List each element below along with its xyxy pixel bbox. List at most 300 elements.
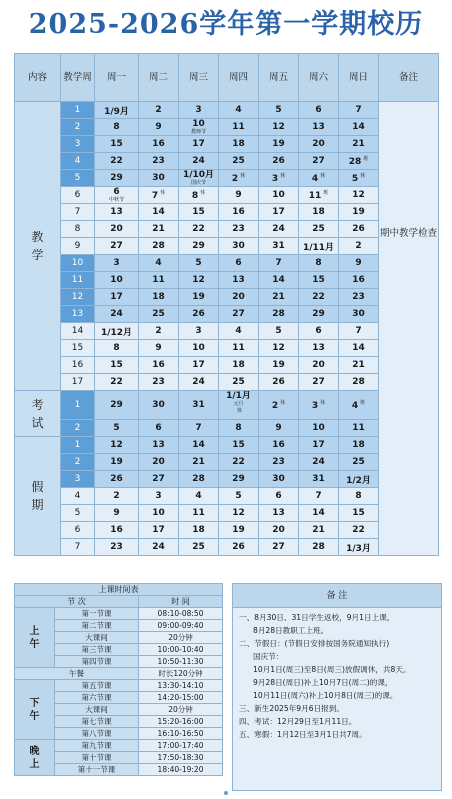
- calendar-week-row: [15, 323, 439, 340]
- day-cell: [219, 102, 259, 119]
- schedule-col-time: 时 间: [139, 596, 223, 608]
- week-number: 1: [61, 391, 95, 420]
- day-date: 2: [155, 105, 162, 115]
- day-cell: [339, 437, 379, 454]
- day-cell: [179, 306, 219, 323]
- day-cell: [219, 340, 259, 357]
- calendar-week-row: [15, 102, 439, 119]
- day-date: 14: [312, 508, 325, 518]
- week-number: 8: [61, 221, 95, 238]
- day-date: 22: [110, 377, 123, 387]
- day-date: 19: [272, 139, 285, 149]
- day-cell: [339, 102, 379, 119]
- header-week: 教学周: [61, 54, 95, 102]
- day-cell: [179, 170, 219, 187]
- week-number: 5: [61, 170, 95, 187]
- day-cell: [339, 522, 379, 539]
- day-date: 13: [312, 343, 325, 353]
- calendar-table: [14, 53, 439, 556]
- day-date: 9: [155, 122, 162, 132]
- day-date: 9: [113, 508, 120, 518]
- day-cell: [339, 505, 379, 522]
- notes-title: 备 注: [233, 584, 441, 608]
- day-date: 23: [110, 542, 123, 552]
- day-date: 10: [152, 508, 165, 518]
- day-date: 6: [275, 491, 282, 501]
- calendar-week-row: [15, 153, 439, 170]
- schedule-title: 上课时间表: [15, 584, 223, 596]
- header-day: 周二: [139, 54, 179, 102]
- day-date: 21: [272, 292, 285, 302]
- schedule-row: [15, 668, 223, 680]
- calendar-week-row: [15, 119, 439, 136]
- day-date: 13: [272, 508, 285, 518]
- day-cell: [179, 454, 219, 471]
- calendar-week-row: [15, 471, 439, 488]
- day-cell: [139, 391, 179, 420]
- holiday-label: 元旦: [233, 401, 244, 407]
- day-cell: [95, 255, 139, 272]
- day-cell: [299, 505, 339, 522]
- calendar-week-row: [15, 238, 439, 255]
- day-cell: [219, 471, 259, 488]
- day-date: 8: [315, 258, 322, 268]
- day-cell: [299, 323, 339, 340]
- week-number: 4: [61, 488, 95, 505]
- day-date: 23: [152, 156, 165, 166]
- day-cell: [95, 539, 139, 556]
- day-cell: [299, 153, 339, 170]
- day-date: 4: [351, 401, 359, 411]
- day-date: 24: [152, 542, 165, 552]
- day-cell: [219, 136, 259, 153]
- day-cell: [179, 272, 219, 289]
- schedule-time: 17:50-18:30: [139, 752, 223, 764]
- day-date: 3: [113, 258, 120, 268]
- calendar-week-row: [15, 289, 439, 306]
- day-date: 18: [152, 292, 165, 302]
- day-date: 2: [355, 241, 362, 251]
- day-date: 30: [232, 241, 245, 251]
- schedule-time: 14:20-15:00: [139, 692, 223, 704]
- day-date: 25: [232, 156, 245, 166]
- day-cell: [139, 437, 179, 454]
- day-date: 3: [195, 326, 202, 336]
- day-cell: [259, 153, 299, 170]
- schedule-item: 大课间: [55, 704, 139, 716]
- notes-panel: [232, 583, 442, 791]
- day-date: 15: [312, 275, 325, 285]
- day-cell: [219, 374, 259, 391]
- day-date: 16: [152, 139, 165, 149]
- calendar-week-row: [15, 187, 439, 204]
- note-line: 二、节假日：(节假日安排按国务院通知执行): [239, 639, 390, 648]
- day-date: 1/1月: [226, 391, 251, 401]
- calendar-week-row: [15, 539, 439, 556]
- day-cell: [219, 153, 259, 170]
- day-cell: [339, 454, 379, 471]
- day-status-mark: 休: [280, 400, 286, 406]
- week-number: 2: [61, 420, 95, 437]
- week-number: 6: [61, 522, 95, 539]
- day-cell: [299, 539, 339, 556]
- day-date: 20: [152, 457, 165, 467]
- calendar-week-row: [15, 306, 439, 323]
- day-date: 22: [192, 224, 205, 234]
- day-cell: [259, 238, 299, 255]
- day-cell: [219, 306, 259, 323]
- day-cell: [219, 221, 259, 238]
- day-date: 18: [232, 360, 245, 370]
- day-date: 4: [311, 174, 319, 184]
- day-date: 1/12月: [100, 327, 133, 338]
- day-date: 16: [152, 360, 165, 370]
- day-cell: [339, 471, 379, 488]
- day-date: 28: [152, 241, 165, 251]
- day-cell: [95, 306, 139, 323]
- week-number: 4: [61, 153, 95, 170]
- day-cell: [179, 187, 219, 204]
- day-cell: [95, 204, 139, 221]
- day-cell: [299, 306, 339, 323]
- day-cell: [259, 471, 299, 488]
- day-date: 9: [275, 423, 282, 433]
- day-cell: [339, 119, 379, 136]
- calendar-week-row: [15, 420, 439, 437]
- day-cell: [139, 289, 179, 306]
- day-cell: [139, 488, 179, 505]
- day-date: 27: [110, 241, 123, 251]
- day-date: 20: [110, 224, 123, 234]
- day-date: 11: [152, 275, 165, 285]
- schedule-item: 第六节课: [55, 692, 139, 704]
- day-date: 23: [152, 377, 165, 387]
- day-date: 30: [352, 309, 365, 319]
- schedule-item: 大课间: [55, 632, 139, 644]
- week-number: 7: [61, 539, 95, 556]
- day-date: 26: [272, 377, 285, 387]
- day-date: 13: [152, 440, 165, 450]
- week-number: 3: [61, 471, 95, 488]
- day-cell: [95, 374, 139, 391]
- schedule-time: 20分钟: [139, 704, 223, 716]
- day-cell: [139, 102, 179, 119]
- note-line: 10月1日(周三)至8日(周三)放假调休，共8天。: [253, 665, 411, 674]
- day-date: 19: [272, 360, 285, 370]
- day-cell: [219, 323, 259, 340]
- day-cell: [339, 255, 379, 272]
- day-cell: [219, 488, 259, 505]
- week-number: 1: [61, 102, 95, 119]
- day-date: 7: [275, 258, 282, 268]
- section-label: 假期: [15, 437, 61, 556]
- calendar-week-row: [15, 272, 439, 289]
- day-cell: [95, 420, 139, 437]
- section-label: 考试: [15, 391, 61, 437]
- header-remark: 备注: [379, 54, 439, 102]
- day-date: 3: [155, 491, 162, 501]
- day-date: 23: [272, 457, 285, 467]
- day-cell: [339, 289, 379, 306]
- day-date: 26: [272, 156, 285, 166]
- day-cell: [219, 391, 259, 420]
- day-date: 1/10月: [182, 170, 215, 180]
- day-date: 18: [232, 139, 245, 149]
- day-cell: [339, 539, 379, 556]
- day-date: 24: [192, 377, 205, 387]
- day-status-mark: 班: [323, 190, 329, 196]
- day-date: 24: [192, 156, 205, 166]
- day-date: 20: [312, 139, 325, 149]
- schedule-row: [15, 608, 223, 620]
- day-cell: [95, 357, 139, 374]
- day-date: 1/2月: [346, 475, 371, 486]
- day-date: 25: [232, 377, 245, 387]
- day-cell: [139, 136, 179, 153]
- day-cell: [179, 391, 219, 420]
- day-date: 13: [110, 207, 123, 217]
- day-cell: [179, 119, 219, 136]
- day-cell: [259, 437, 299, 454]
- day-cell: [95, 505, 139, 522]
- day-date: 12: [192, 275, 205, 285]
- day-cell: [259, 454, 299, 471]
- day-date: 20: [312, 360, 325, 370]
- day-date: 25: [152, 309, 165, 319]
- day-date: 15: [232, 440, 245, 450]
- day-cell: [259, 505, 299, 522]
- day-date: 1/3月: [346, 543, 371, 554]
- day-cell: [219, 522, 259, 539]
- day-date: 2: [271, 401, 279, 411]
- day-date: 18: [352, 440, 365, 450]
- day-date: 1/11月: [302, 242, 335, 253]
- section-label: 教学: [15, 102, 61, 391]
- holiday-label: 国庆节: [190, 180, 206, 186]
- day-date: 25: [192, 542, 205, 552]
- day-cell: [139, 323, 179, 340]
- day-cell: [139, 471, 179, 488]
- day-cell: [219, 255, 259, 272]
- day-cell: [179, 420, 219, 437]
- week-number: 7: [61, 204, 95, 221]
- day-date: 4: [155, 258, 162, 268]
- schedule-col-session: 节 次: [15, 596, 139, 608]
- page-title: 2025-2026学年第一学期校历: [28, 9, 424, 40]
- day-cell: [299, 170, 339, 187]
- day-date: 9: [235, 190, 242, 200]
- day-date: 16: [352, 275, 365, 285]
- day-cell: [339, 323, 379, 340]
- week-number: 5: [61, 505, 95, 522]
- day-cell: [95, 437, 139, 454]
- week-number: 2: [61, 119, 95, 136]
- schedule-time: 09:00-09:40: [139, 620, 223, 632]
- schedule-time: 17:00-17:40: [139, 740, 223, 752]
- day-cell: [299, 255, 339, 272]
- day-cell: [339, 357, 379, 374]
- day-cell: [219, 204, 259, 221]
- calendar-week-row: [15, 374, 439, 391]
- day-date: 28: [352, 377, 365, 387]
- schedule-period: 上午: [15, 608, 55, 668]
- day-date: 21: [312, 525, 325, 535]
- day-date: 26: [352, 224, 365, 234]
- calendar-week-row: [15, 454, 439, 471]
- header-day: 周四: [219, 54, 259, 102]
- day-cell: [219, 170, 259, 187]
- day-cell: [299, 340, 339, 357]
- day-cell: [95, 221, 139, 238]
- schedule-time: 20分钟: [139, 632, 223, 644]
- header-day: 周日: [339, 54, 379, 102]
- day-date: 17: [312, 440, 325, 450]
- day-date: 12: [272, 122, 285, 132]
- day-cell: [339, 136, 379, 153]
- day-cell: [179, 204, 219, 221]
- calendar-week-row: [15, 255, 439, 272]
- schedule-time: 15:20-16:00: [139, 716, 223, 728]
- day-cell: [139, 221, 179, 238]
- day-status-mark: 班: [360, 400, 366, 406]
- day-date: 3: [271, 174, 279, 184]
- day-cell: [299, 187, 339, 204]
- day-cell: [259, 102, 299, 119]
- day-date: 18: [192, 525, 205, 535]
- day-status-mark: 休: [240, 173, 246, 179]
- day-cell: [299, 471, 339, 488]
- day-date: 3: [311, 401, 319, 411]
- note-line: 三、新生2025年9月6日报到。: [239, 704, 344, 713]
- week-number: 10: [61, 255, 95, 272]
- day-cell: [219, 238, 259, 255]
- day-date: 8: [113, 343, 120, 353]
- day-date: 27: [312, 377, 325, 387]
- day-cell: [339, 306, 379, 323]
- schedule-time: 13:30-14:10: [139, 680, 223, 692]
- day-date: 30: [272, 474, 285, 484]
- day-cell: [259, 391, 299, 420]
- calendar-week-row: [15, 437, 439, 454]
- day-status-mark: 休: [360, 173, 366, 179]
- day-date: 4: [235, 105, 242, 115]
- day-cell: [299, 357, 339, 374]
- day-date: 14: [272, 275, 285, 285]
- day-date: 27: [232, 309, 245, 319]
- day-cell: [299, 289, 339, 306]
- day-cell: [219, 187, 259, 204]
- day-cell: [179, 340, 219, 357]
- day-date: 24: [110, 309, 123, 319]
- day-date: 8: [113, 122, 120, 132]
- schedule-period: 晚上: [15, 740, 55, 776]
- day-cell: [259, 522, 299, 539]
- day-date: 29: [192, 241, 205, 251]
- day-date: 8: [191, 191, 199, 201]
- day-cell: [139, 187, 179, 204]
- day-cell: [95, 119, 139, 136]
- day-date: 11: [352, 423, 365, 433]
- note-line: 一、8月30日、31日学生返校，9月1日上课，: [239, 613, 395, 622]
- holiday-label: 中秋节: [108, 197, 124, 203]
- day-date: 26: [110, 474, 123, 484]
- day-cell: [299, 454, 339, 471]
- day-date: 6: [155, 423, 162, 433]
- week-number: 16: [61, 357, 95, 374]
- week-number: 6: [61, 187, 95, 204]
- calendar-week-row: [15, 357, 439, 374]
- day-cell: [339, 488, 379, 505]
- day-date: 28: [312, 542, 325, 552]
- day-cell: [179, 357, 219, 374]
- day-date: 29: [110, 173, 123, 183]
- schedule-item: 第八节课: [55, 728, 139, 740]
- day-date: 24: [312, 457, 325, 467]
- day-cell: [299, 420, 339, 437]
- day-date: 10: [110, 275, 123, 285]
- day-cell: [95, 488, 139, 505]
- note-line: 四、考试：12月29日至1月11日。: [239, 717, 357, 726]
- day-cell: [259, 289, 299, 306]
- day-cell: [339, 391, 379, 420]
- day-cell: [179, 238, 219, 255]
- day-cell: [339, 170, 379, 187]
- day-date: 16: [232, 207, 245, 217]
- week-number: 2: [61, 454, 95, 471]
- day-cell: [259, 340, 299, 357]
- day-cell: [259, 374, 299, 391]
- day-date: 7: [355, 105, 362, 115]
- day-cell: [139, 170, 179, 187]
- day-cell: [179, 221, 219, 238]
- day-cell: [179, 374, 219, 391]
- week-number: 12: [61, 289, 95, 306]
- day-cell: [339, 153, 379, 170]
- day-date: 12: [272, 343, 285, 353]
- day-cell: [299, 204, 339, 221]
- day-date: 29: [110, 400, 123, 410]
- schedule-item: 第十一节课: [55, 764, 139, 776]
- schedule-item: 第十节课: [55, 752, 139, 764]
- day-cell: [299, 374, 339, 391]
- schedule-time: 16:10-16:50: [139, 728, 223, 740]
- header-day: 周三: [179, 54, 219, 102]
- day-date: 16: [272, 440, 285, 450]
- day-date: 10: [192, 343, 205, 353]
- day-cell: [95, 187, 139, 204]
- day-date: 23: [352, 292, 365, 302]
- day-cell: [219, 357, 259, 374]
- day-date: 4: [235, 326, 242, 336]
- day-date: 5: [351, 174, 359, 184]
- day-cell: [219, 272, 259, 289]
- class-schedule-table: [14, 583, 223, 776]
- day-cell: [95, 153, 139, 170]
- day-date: 3: [195, 105, 202, 115]
- day-date: 31: [312, 474, 325, 484]
- day-date: 11: [232, 122, 245, 132]
- day-cell: [95, 238, 139, 255]
- schedule-time: 时长120分钟: [139, 668, 223, 680]
- day-date: 4: [195, 491, 202, 501]
- day-cell: [139, 522, 179, 539]
- day-cell: [95, 272, 139, 289]
- schedule-period: 下午: [15, 680, 55, 740]
- day-date: 7: [355, 326, 362, 336]
- day-date: 29: [312, 309, 325, 319]
- day-date: 19: [232, 525, 245, 535]
- day-status-mark: 班: [363, 156, 369, 162]
